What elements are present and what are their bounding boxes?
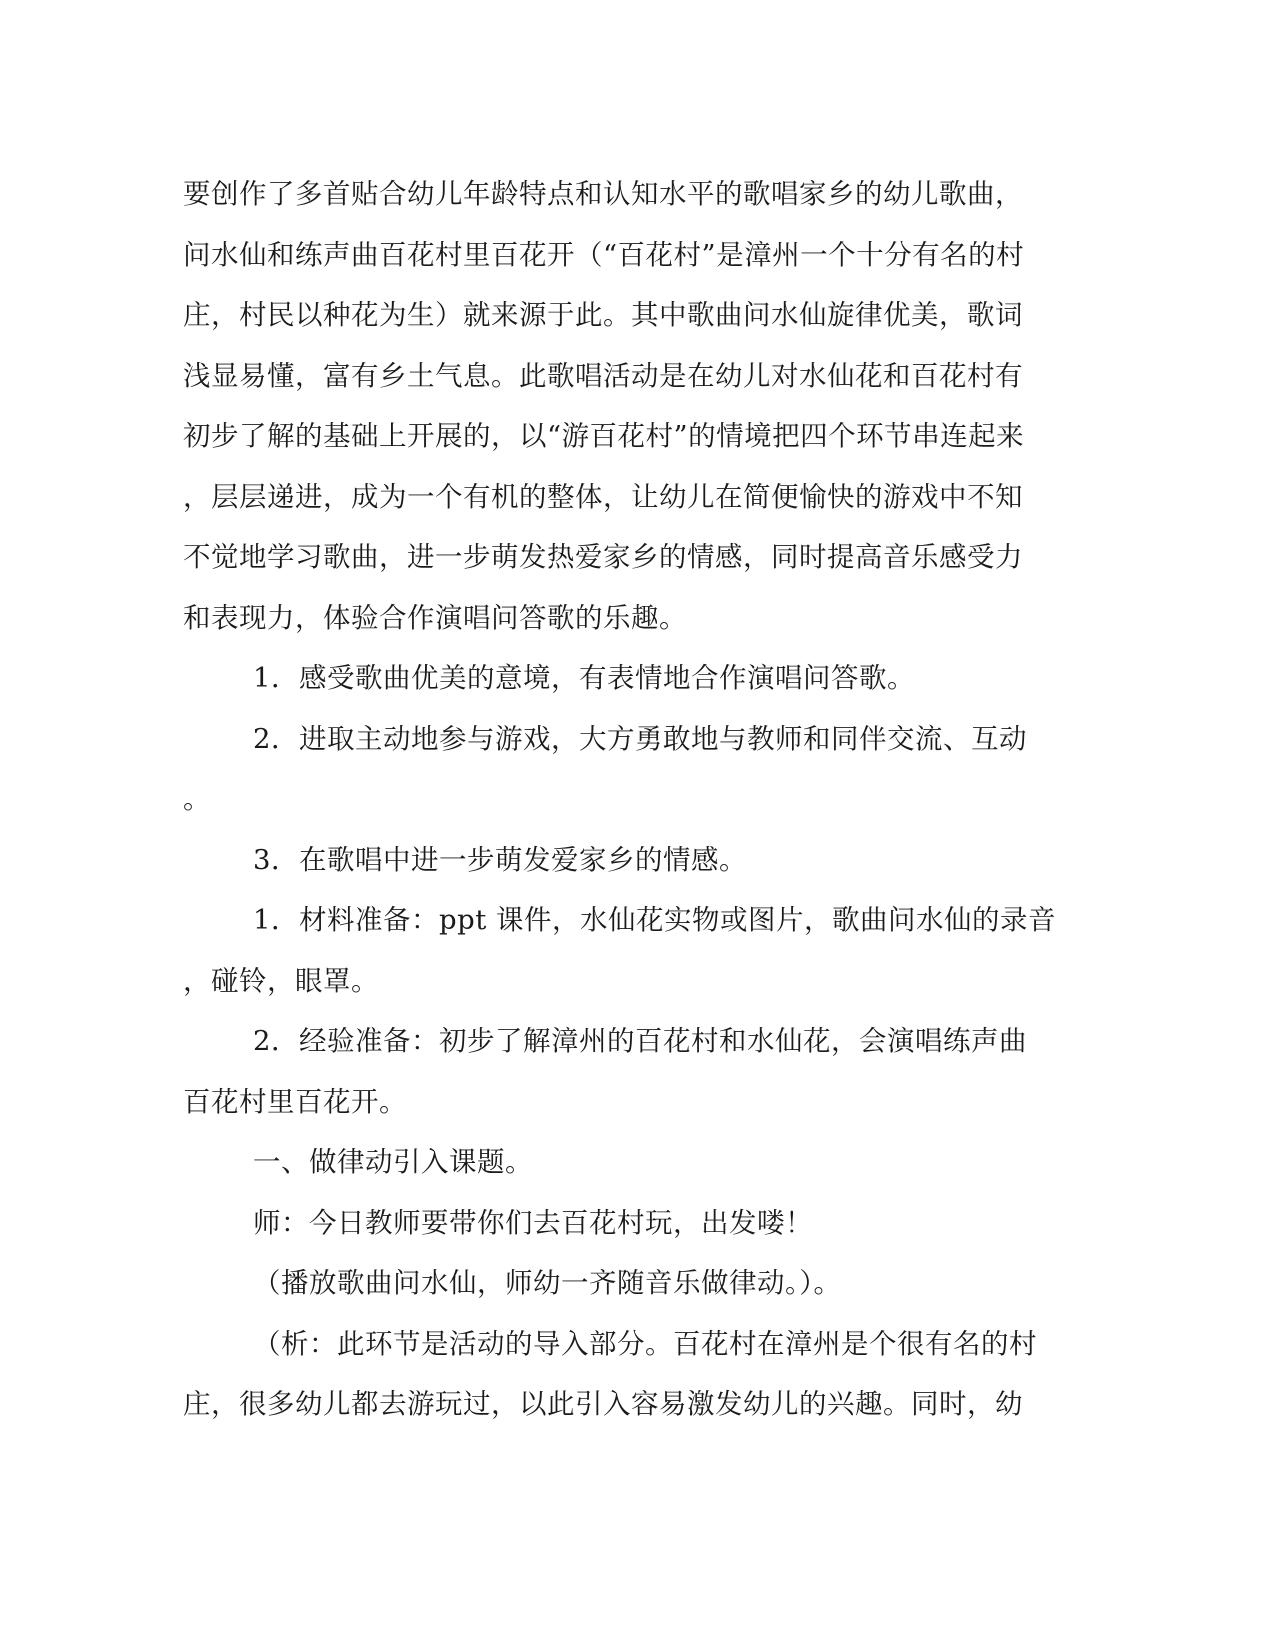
body-text bbox=[183, 164, 1056, 1435]
objective-item-1: 1．感受歌曲优美的意境，有表情地合作演唱问答歌。 bbox=[253, 662, 915, 694]
analysis-paragraph: （析：此环节是活动的导入部分。百花村在漳州是个很有名的村 bbox=[253, 1327, 1037, 1360]
text-line: 不觉地学习歌曲，进一步萌发热爱家乡的情感，同时提高音乐感受力 bbox=[183, 541, 1023, 573]
text-line: 庄，很多幼儿都去游玩过，以此引入容易激发幼儿的兴趣。同时，幼 bbox=[183, 1388, 1023, 1420]
text-line: ，碰铃，眼罩。 bbox=[183, 964, 379, 997]
text-line: 百花村里百花开。 bbox=[183, 1085, 407, 1118]
stage-direction: （播放歌曲问水仙，师幼一齐随音乐做律动。）。 bbox=[253, 1267, 842, 1299]
text-line: 。 bbox=[183, 783, 211, 815]
teacher-line: 师：今日教师要带你们去百花村玩，出发喽！ bbox=[253, 1206, 813, 1239]
text-line: ，层层递进，成为一个有机的整体，让幼儿在简便愉快的游戏中不知 bbox=[183, 480, 1023, 513]
preparation-item-1: 1．材料准备：ppt 课件，水仙花实物或图片，歌曲问水仙的录音 bbox=[253, 904, 1056, 936]
text-line: 庄，村民以种花为生）就来源于此。其中歌曲问水仙旋律优美，歌词 bbox=[183, 299, 1023, 331]
text-line: 要创作了多首贴合幼儿年龄特点和认知水平的歌唱家乡的幼儿歌曲， bbox=[183, 178, 1023, 210]
preparation-item-2: 2．经验准备：初步了解漳州的百花村和水仙花，会演唱练声曲 bbox=[253, 1025, 1027, 1057]
text-line: 和表现力，体验合作演唱问答歌的乐趣。 bbox=[183, 601, 687, 634]
objective-item-3: 3．在歌唱中进一步萌发爱家乡的情感。 bbox=[253, 843, 747, 876]
section-heading: 一、做律动引入课题。 bbox=[253, 1146, 533, 1178]
text-line: 浅显易懂，富有乡土气息。此歌唱活动是在幼儿对水仙花和百花村有 bbox=[183, 359, 1023, 392]
objective-item-2: 2．进取主动地参与游戏，大方勇敢地与教师和同伴交流、互动 bbox=[253, 722, 1027, 755]
text-line: 初步了解的基础上开展的，以“游百花村”的情境把四个环节串连起来 bbox=[183, 420, 1025, 452]
text-line: 问水仙和练声曲百花村里百花开（“百花村”是漳州一个十分有名的村 bbox=[183, 238, 1025, 271]
